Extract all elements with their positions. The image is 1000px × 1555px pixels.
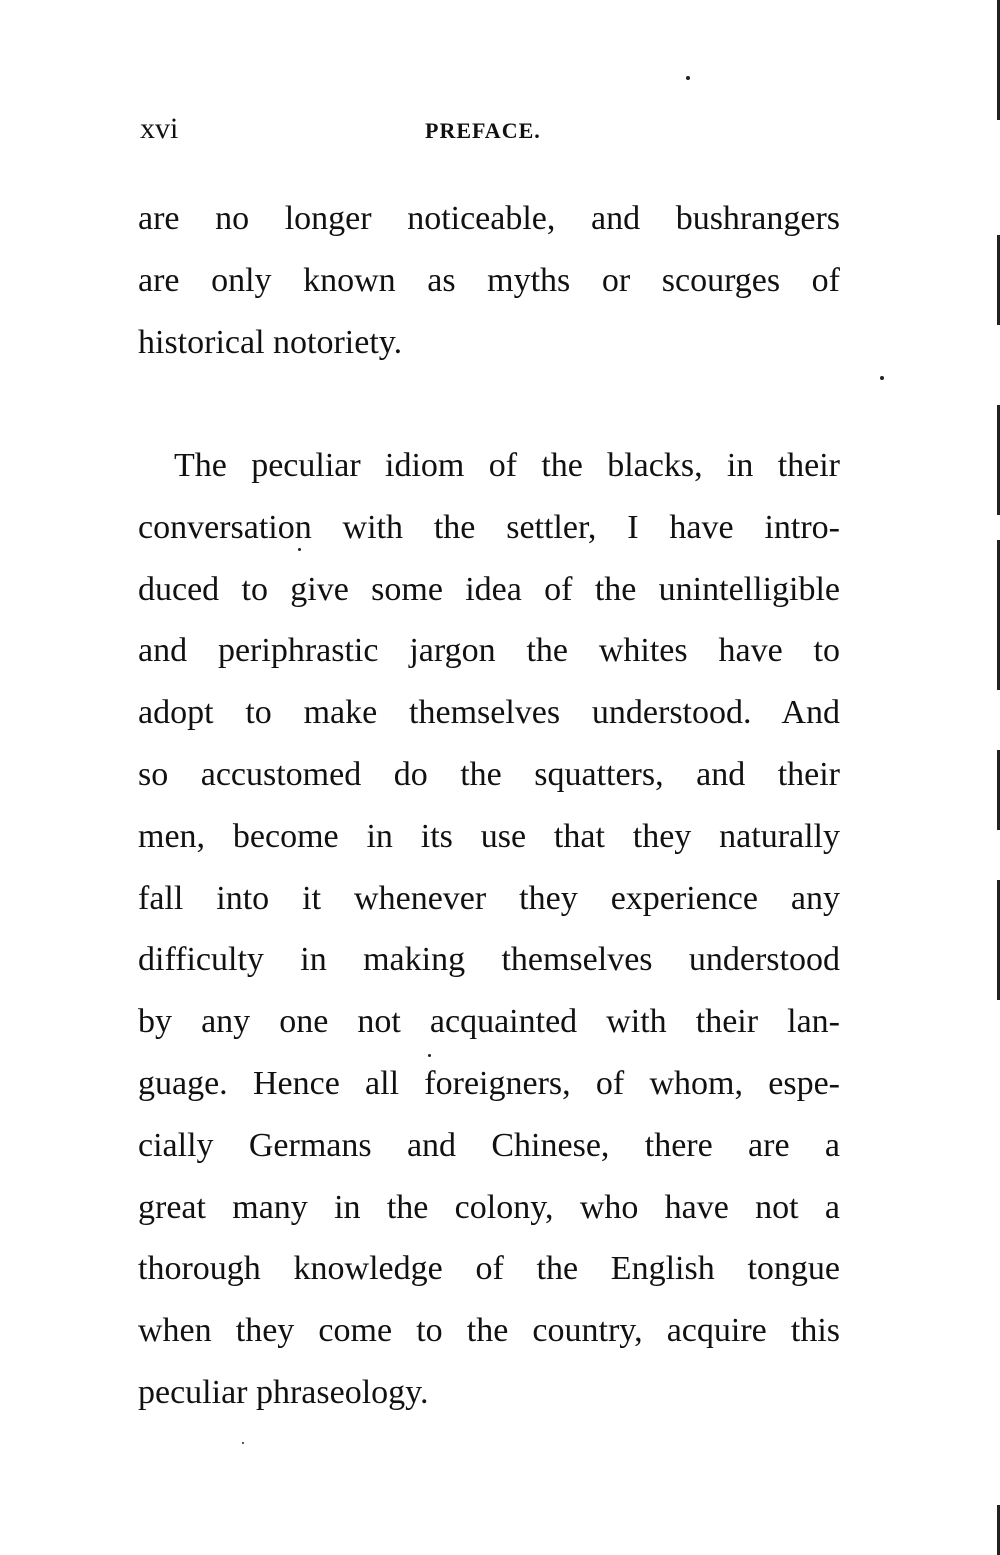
text-line: guage. Hence all foreigners, of whom, espe-	[138, 1064, 840, 1102]
running-head: PREFACE.	[425, 118, 541, 143]
paragraph-1	[138, 188, 840, 373]
scan-speck	[428, 1054, 431, 1057]
text-line: duced to give some idea of the unintelligible	[138, 570, 840, 608]
text-line: men, become in its use that they naturally	[138, 817, 840, 855]
page-header	[140, 112, 840, 156]
text-line: and periphrastic jargon the whites have to	[138, 632, 840, 670]
text-line: peculiar phraseology.	[138, 1373, 429, 1411]
scan-speck	[298, 548, 301, 551]
text-line: fall into it whenever they experience any	[138, 879, 840, 917]
text-line: when they come to the country, acquire this	[138, 1312, 840, 1350]
scan-speck	[686, 76, 690, 80]
text-line: cially Germans and Chinese, there are a	[138, 1126, 840, 1164]
text-line: by any one not acquainted with their lan-	[138, 1003, 840, 1041]
text-line: so accustomed do the squatters, and their	[138, 755, 840, 793]
text-line: adopt to make themselves understood. And	[138, 694, 840, 732]
text-line: are only known as myths or scourges of	[138, 261, 840, 299]
page-number: xvi	[140, 112, 179, 145]
paragraph-2	[138, 435, 840, 1424]
text-line: difficulty in making themselves understood	[138, 941, 840, 979]
text-line: great many in the colony, who have not a	[138, 1188, 840, 1226]
text-line: thorough knowledge of the English tongue	[138, 1250, 840, 1288]
scan-speck	[242, 1442, 244, 1444]
text-line: The peculiar idiom of the blacks, in their	[174, 447, 840, 484]
text-line: are no longer noticeable, and bushrangers	[138, 200, 840, 237]
text-line: historical notoriety.	[138, 323, 403, 361]
scan-speck	[880, 376, 884, 380]
text-line: conversation with the settler, I have intro-	[138, 508, 840, 546]
